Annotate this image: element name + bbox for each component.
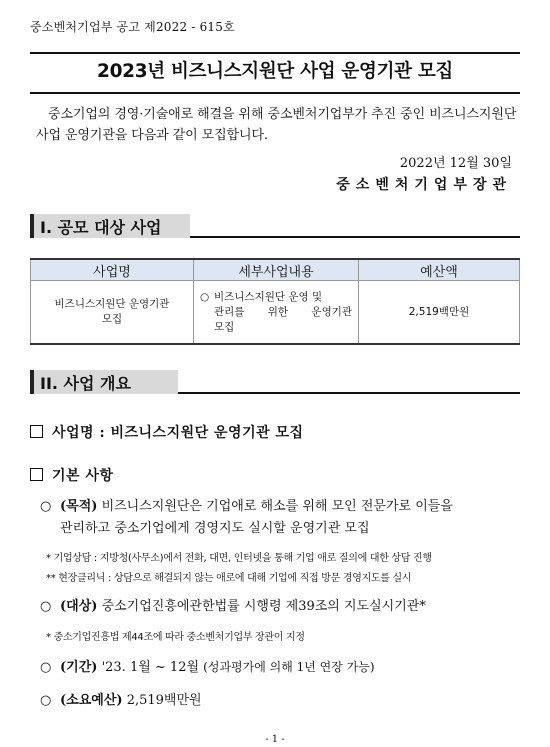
intro-paragraph: 중소기업의 경영·기술애로 해결을 위해 중소벤처기업부가 추진 중인 비즈니스지원단 사업 운영기관을 다음과 같이 모집합니다.: [36, 107, 517, 143]
section-2-title: II. 사업 개요: [40, 374, 131, 393]
item-business-name-text: 사업명 : 비즈니스지원단 운영기관 모집: [52, 425, 304, 441]
circle-bullet-icon: ○: [40, 660, 52, 675]
target-business-table: [30, 258, 520, 345]
page-number: - 1 -: [265, 734, 285, 745]
detail-line-3: [200, 320, 352, 335]
detail-line-2: [200, 305, 352, 320]
note-clinic: ** 현장클리닉 : 상담으로 해결되지 않는 애로에 대해 기업에 직접 방문 경영지도를 실시: [46, 573, 412, 584]
purpose-line1: 비즈니스지원단은 기업애로 해소를 위해 모인 전문가로 이들을: [101, 499, 453, 514]
item-business-name: [30, 422, 304, 442]
section-1-title: I. 공모 대상 사업: [40, 218, 162, 237]
announcement-date: 2022년 12월 30일: [399, 156, 512, 171]
table-header-name: 사업명: [31, 259, 194, 281]
note-designation: * 중소기업진흥법 제44조에 따라 중소벤처기업부 장관이 지정: [46, 632, 305, 643]
notice-number: 중소벤처기업부 공고 제2022 - 615호: [30, 20, 235, 34]
bullet-target: [40, 596, 426, 618]
target-text: 중소기업진흥에관한법률 시행령 제39조의 지도실시기관*: [101, 599, 426, 614]
table-header-detail: 세부사업내용: [194, 259, 359, 281]
bullet-period: [40, 656, 375, 679]
circle-bullet-icon: ○: [40, 499, 52, 514]
bullet-purpose: [40, 496, 520, 540]
title-rule-top: [30, 52, 520, 54]
cell-business-name: [31, 281, 194, 345]
budget-label: (소요예산): [60, 693, 123, 708]
purpose-line2: 관리하고 중소기업에게 경영지도 실시할 운영기관 모집: [60, 521, 370, 536]
cell-business-name-line2: 모집: [101, 313, 123, 325]
item-basics: [30, 465, 113, 485]
period-text: '23. 1월 ~ 12월: [101, 660, 200, 675]
checkbox-square-icon: [30, 468, 43, 481]
signer-title: 중소벤처기업부장관: [336, 177, 512, 193]
cell-business-detail: [194, 281, 359, 345]
circle-bullet-icon: ○: [40, 599, 52, 614]
cell-business-name-line1: 비즈니스지원단 운영기관: [54, 298, 170, 310]
cell-budget: 2,519백만원: [359, 281, 520, 345]
section-2-header: [30, 370, 520, 394]
detail-text-2: 관리를 위한 운영기관: [214, 305, 352, 318]
purpose-label: (목적): [60, 499, 98, 514]
bullet-budget: [40, 690, 202, 712]
target-label: (대상): [60, 599, 98, 614]
table-header-row: [31, 259, 520, 281]
item-basics-text: 기본 사항: [52, 468, 114, 484]
section-1-header: [30, 214, 520, 238]
checkbox-square-icon: [30, 425, 43, 438]
table-header-budget: 예산액: [359, 259, 520, 281]
detail-line-1: [200, 290, 352, 305]
period-label: (기간): [60, 660, 98, 675]
circle-bullet-icon: ○: [40, 693, 52, 708]
period-extra: (성과평가에 의해 1년 연장 가능): [203, 660, 375, 674]
table-row: [31, 281, 520, 345]
document-title: 2023년 비즈니스지원단 사업 운영기관 모집: [97, 61, 453, 82]
detail-text-1: 비즈니스지원단 운영 및: [214, 290, 323, 303]
note-consulting: * 기업상담 : 지방청(사무소)에서 전화, 대면, 인터넷을 통해 기업 애로 질의에 대한 상담 진행: [46, 553, 432, 564]
budget-text: 2,519백만원: [126, 693, 202, 708]
detail-text-3: 모집: [214, 320, 235, 333]
circle-bullet-icon: ○: [200, 290, 210, 303]
title-rule-bottom: [30, 92, 520, 94]
